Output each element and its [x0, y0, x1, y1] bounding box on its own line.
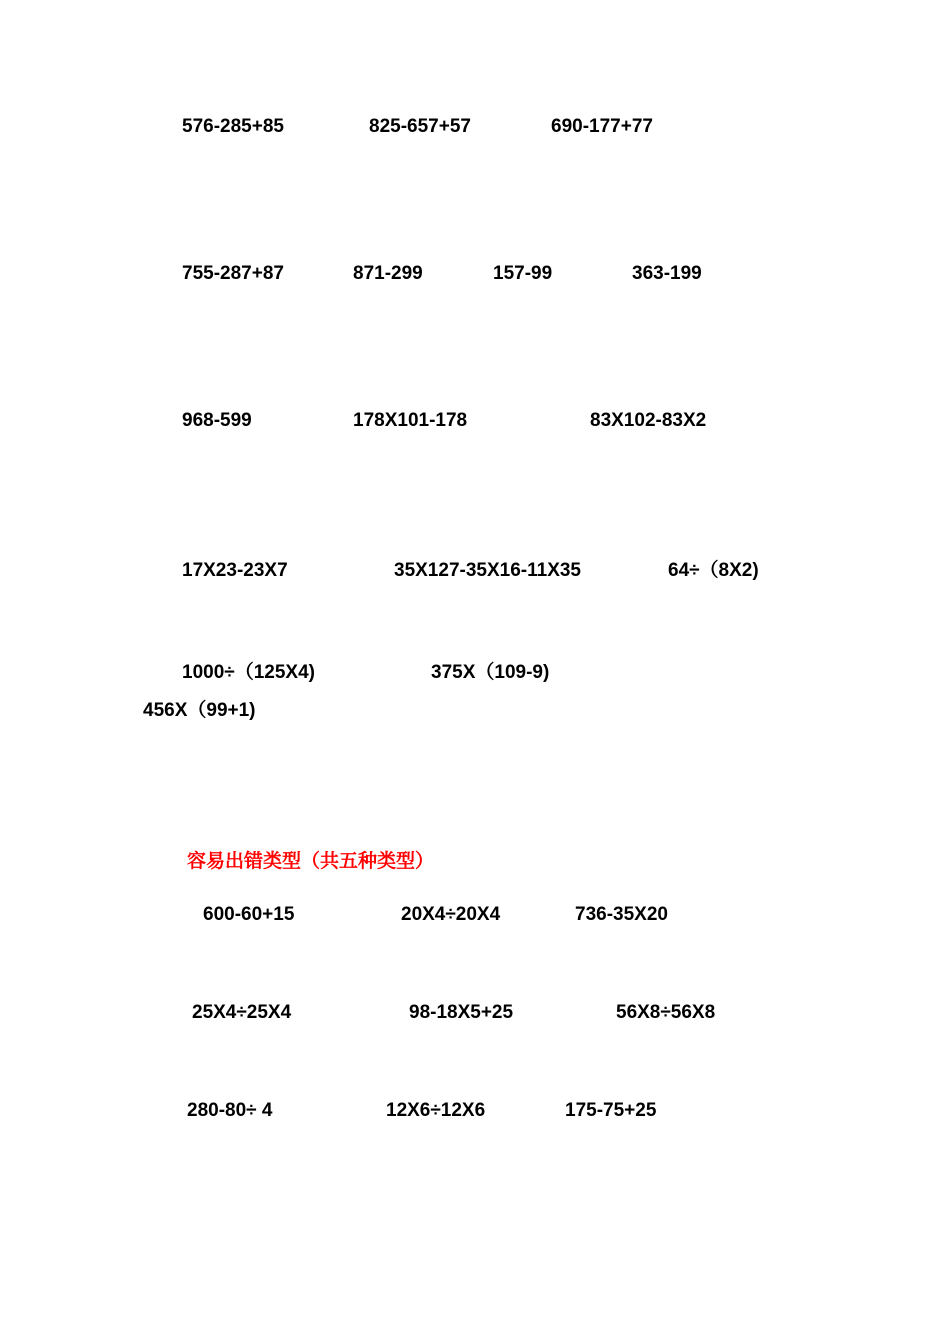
practice-expression: 35X127-35X16-11X35 — [394, 560, 581, 581]
error-expression: 175-75+25 — [565, 1100, 657, 1121]
practice-expression: 64÷（8X2) — [668, 560, 759, 581]
error-expression: 56X8÷56X8 — [616, 1002, 716, 1023]
practice-expression: 157-99 — [493, 263, 553, 284]
practice-expression: 363-199 — [632, 263, 702, 284]
practice-expression: 690-177+77 — [551, 116, 653, 137]
practice-expression: 375X（109-9) — [431, 662, 550, 683]
error-expression: 12X6÷12X6 — [386, 1100, 486, 1121]
practice-expression: 871-299 — [353, 263, 423, 284]
practice-expression: 83X102-83X2 — [590, 410, 707, 431]
practice-expression: 755-287+87 — [182, 263, 284, 284]
section-heading: 容易出错类型（共五种类型） — [187, 850, 435, 872]
practice-expression: 1000÷（125X4) — [182, 662, 315, 683]
error-expression: 736-35X20 — [575, 904, 668, 925]
practice-expression: 968-599 — [182, 410, 252, 431]
error-expression: 600-60+15 — [203, 904, 295, 925]
error-expression: 98-18X5+25 — [409, 1002, 514, 1023]
practice-expression: 456X（99+1) — [143, 700, 256, 721]
practice-expression: 576-285+85 — [182, 116, 284, 137]
error-expression: 25X4÷25X4 — [192, 1002, 292, 1023]
error-expression: 280-80÷ 4 — [187, 1100, 273, 1121]
practice-expression: 825-657+57 — [369, 116, 471, 137]
error-expression: 20X4÷20X4 — [401, 904, 501, 925]
practice-expression: 17X23-23X7 — [182, 560, 288, 581]
practice-expression: 178X101-178 — [353, 410, 468, 431]
